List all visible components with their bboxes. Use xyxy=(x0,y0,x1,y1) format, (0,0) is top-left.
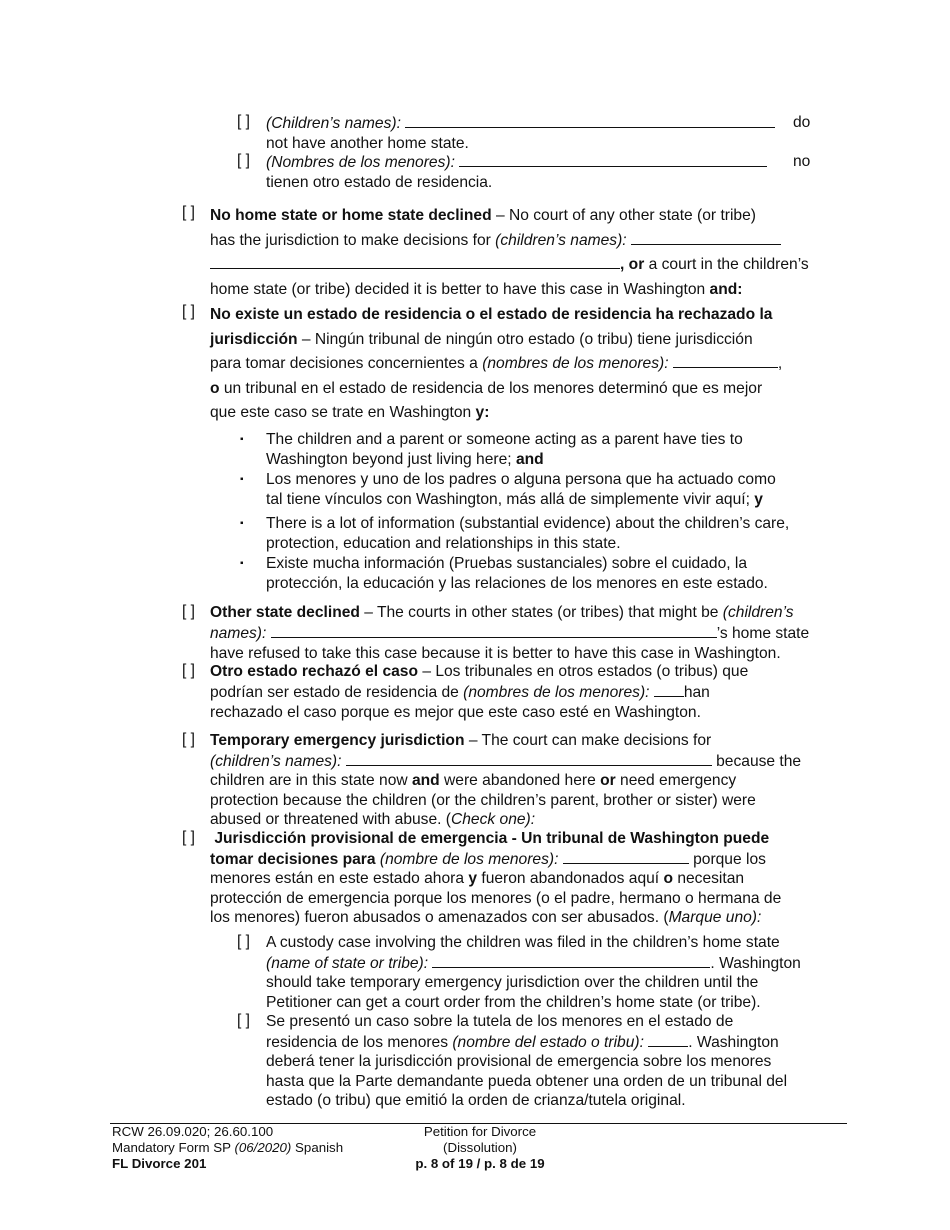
section-other-state: Other state declined – The courts in other states (or tribes) that might be (children’s names): ’s home state have refused to take this case because it is better to have this case in Washington. xyxy=(210,604,810,662)
section-title: Other state declined xyxy=(210,604,360,621)
footer-doc-title: Petition for Divorce xyxy=(423,1124,537,1139)
children-names-field[interactable] xyxy=(405,113,775,128)
estado-o-tribu-field[interactable] xyxy=(648,1032,688,1047)
bullet-icon: ▪ xyxy=(240,518,244,529)
bullet-icon: ▪ xyxy=(240,434,244,445)
item-custody-case: A custody case involving the children was filed in the children’s home state (name of state or tribe): . Washington should take temporary emergency jurisdiction over the children until the Petitioner can get a court order from the children’s home state (or tribe). xyxy=(266,934,801,1011)
bullet-icon: ▪ xyxy=(240,474,244,485)
bullet-item: Los menores y uno de los padres o alguna persona que ha actuado como tal tiene vínculos con Washington, más allá de simplemente vivir aquí; y xyxy=(266,471,776,508)
footer-rcw: RCW 26.09.020; 26.60.100 xyxy=(112,1124,274,1139)
footer-left xyxy=(112,1124,343,1172)
bullet-item: Existe mucha información (Pruebas sustanciales) sobre el cuidado, la protección, la educación y las relaciones de los menores en este estado. xyxy=(266,555,768,592)
footer-page-number: p. 8 of 19 / p. 8 de 19 xyxy=(415,1156,545,1171)
bullet-item: There is a lot of information (substantial evidence) about the children’s care, protection, education and relationships in this state. xyxy=(266,515,790,552)
children-names-field[interactable] xyxy=(346,751,712,766)
menores-names-field[interactable] xyxy=(654,682,684,697)
bullet-item: The children and a parent or someone acting as a parent have ties to Washington beyond just living here; and xyxy=(266,431,743,468)
children-names-field[interactable] xyxy=(271,623,717,638)
checkbox-jurisdiccion-provisional[interactable]: [ ] xyxy=(182,829,195,846)
checkbox-children-no-home[interactable]: [ ] xyxy=(237,113,250,130)
checkbox-custody-case[interactable]: [ ] xyxy=(237,933,250,950)
footer-center xyxy=(380,1124,580,1172)
children-names-field-cont[interactable] xyxy=(210,254,620,269)
item-children-no-home: (Children’s names): do not have another home state. xyxy=(266,114,811,152)
checkbox-se-presento[interactable]: [ ] xyxy=(237,1012,250,1029)
section-title: Temporary emergency jurisdiction xyxy=(210,732,465,749)
checkbox-other-state[interactable]: [ ] xyxy=(182,603,195,620)
menores-names-field[interactable] xyxy=(673,353,778,368)
section-no-home-state: No home state or home state declined – No court of any other state (or tribe) has the jurisdiction to make decisions for (children’s names): , or a court in the children’s home state (or tribe) decided it is better to have this case in Washington and: xyxy=(210,207,809,298)
checkbox-otro-estado[interactable]: [ ] xyxy=(182,662,195,679)
section-title: No home state or home state declined xyxy=(210,207,492,224)
footer-doc-sub: (Dissolution) xyxy=(443,1140,517,1155)
menores-names-field[interactable] xyxy=(563,849,689,864)
item-menores-no-home: (Nombres de los menores): no tienen otro estado de residencia. xyxy=(266,153,811,191)
checkbox-no-home-state[interactable]: [ ] xyxy=(182,204,195,221)
footer-mandatory: Mandatory Form SP (06/2020) Spanish xyxy=(112,1140,344,1155)
state-or-tribe-field[interactable] xyxy=(432,953,710,968)
checkbox-menores-no-home[interactable]: [ ] xyxy=(237,152,250,169)
field-label: (Children’s names): xyxy=(266,115,401,132)
bullet-icon: ▪ xyxy=(240,558,244,569)
checkbox-temp-emergency[interactable]: [ ] xyxy=(182,731,195,748)
section-no-existe: No existe un estado de residencia o el estado de residencia ha rechazado la jurisdicción – Ningún tribunal de ningún otro estado (o tribu) tiene jurisdicción para tomar decisiones concernientes a (nombres de los menores): , o un tribunal en el estado de residencia de los menores determinó que es mejor que este caso se trate en Washington y: xyxy=(210,306,783,422)
section-temp-emergency: Temporary emergency jurisdiction – The court can make decisions for (children’s names): because the children are in this state now and were abandoned here or need emergency protection because the children (or the children’s parent, brother or sister) were abused or threatened with abuse. (Check one): xyxy=(210,732,802,828)
footer-form-id: FL Divorce 201 xyxy=(112,1156,207,1171)
section-title: Otro estado rechazó el caso xyxy=(210,663,418,680)
section-title: Jurisdicción provisional de emergencia - Un tribunal de Washington puede xyxy=(214,830,770,847)
section-otro-estado: Otro estado rechazó el caso – Los tribunales en otros estados (o tribus) que podrían ser estado de residencia de (nombres de los menores): han rechazado el caso porque es mejor que este caso esté en Washington. xyxy=(210,663,749,721)
children-names-field[interactable] xyxy=(631,230,781,245)
menores-names-field[interactable] xyxy=(459,152,767,167)
field-label: (Nombres de los menores): xyxy=(266,154,455,171)
section-title: No existe un estado de residencia o el estado de residencia ha rechazado la xyxy=(210,306,773,323)
section-jurisdiccion-provisional: Jurisdicción provisional de emergencia - Un tribunal de Washington puede tomar decisiones para (nombre de los menores): porque los menores están en este estado ahora y fueron abandonados aquí o necesitan protección de emergencia porque los menores (o el padre, hermano o hermana de los menores) fueron abusados o amenazados con ser abusados. (Marque uno): xyxy=(210,830,782,926)
checkbox-no-existe[interactable]: [ ] xyxy=(182,303,195,320)
item-se-presento: Se presentó un caso sobre la tutela de los menores en el estado de residencia de los menores (nombre del estado o tribu): . Washington deberá tener la jurisdicción provisional de emergencia sobre los menores hasta que la Parte demandante pueda obtener una orden de un tribunal del estado (o tribu) que emitió la orden de crianza/tutela original. xyxy=(266,1013,788,1109)
